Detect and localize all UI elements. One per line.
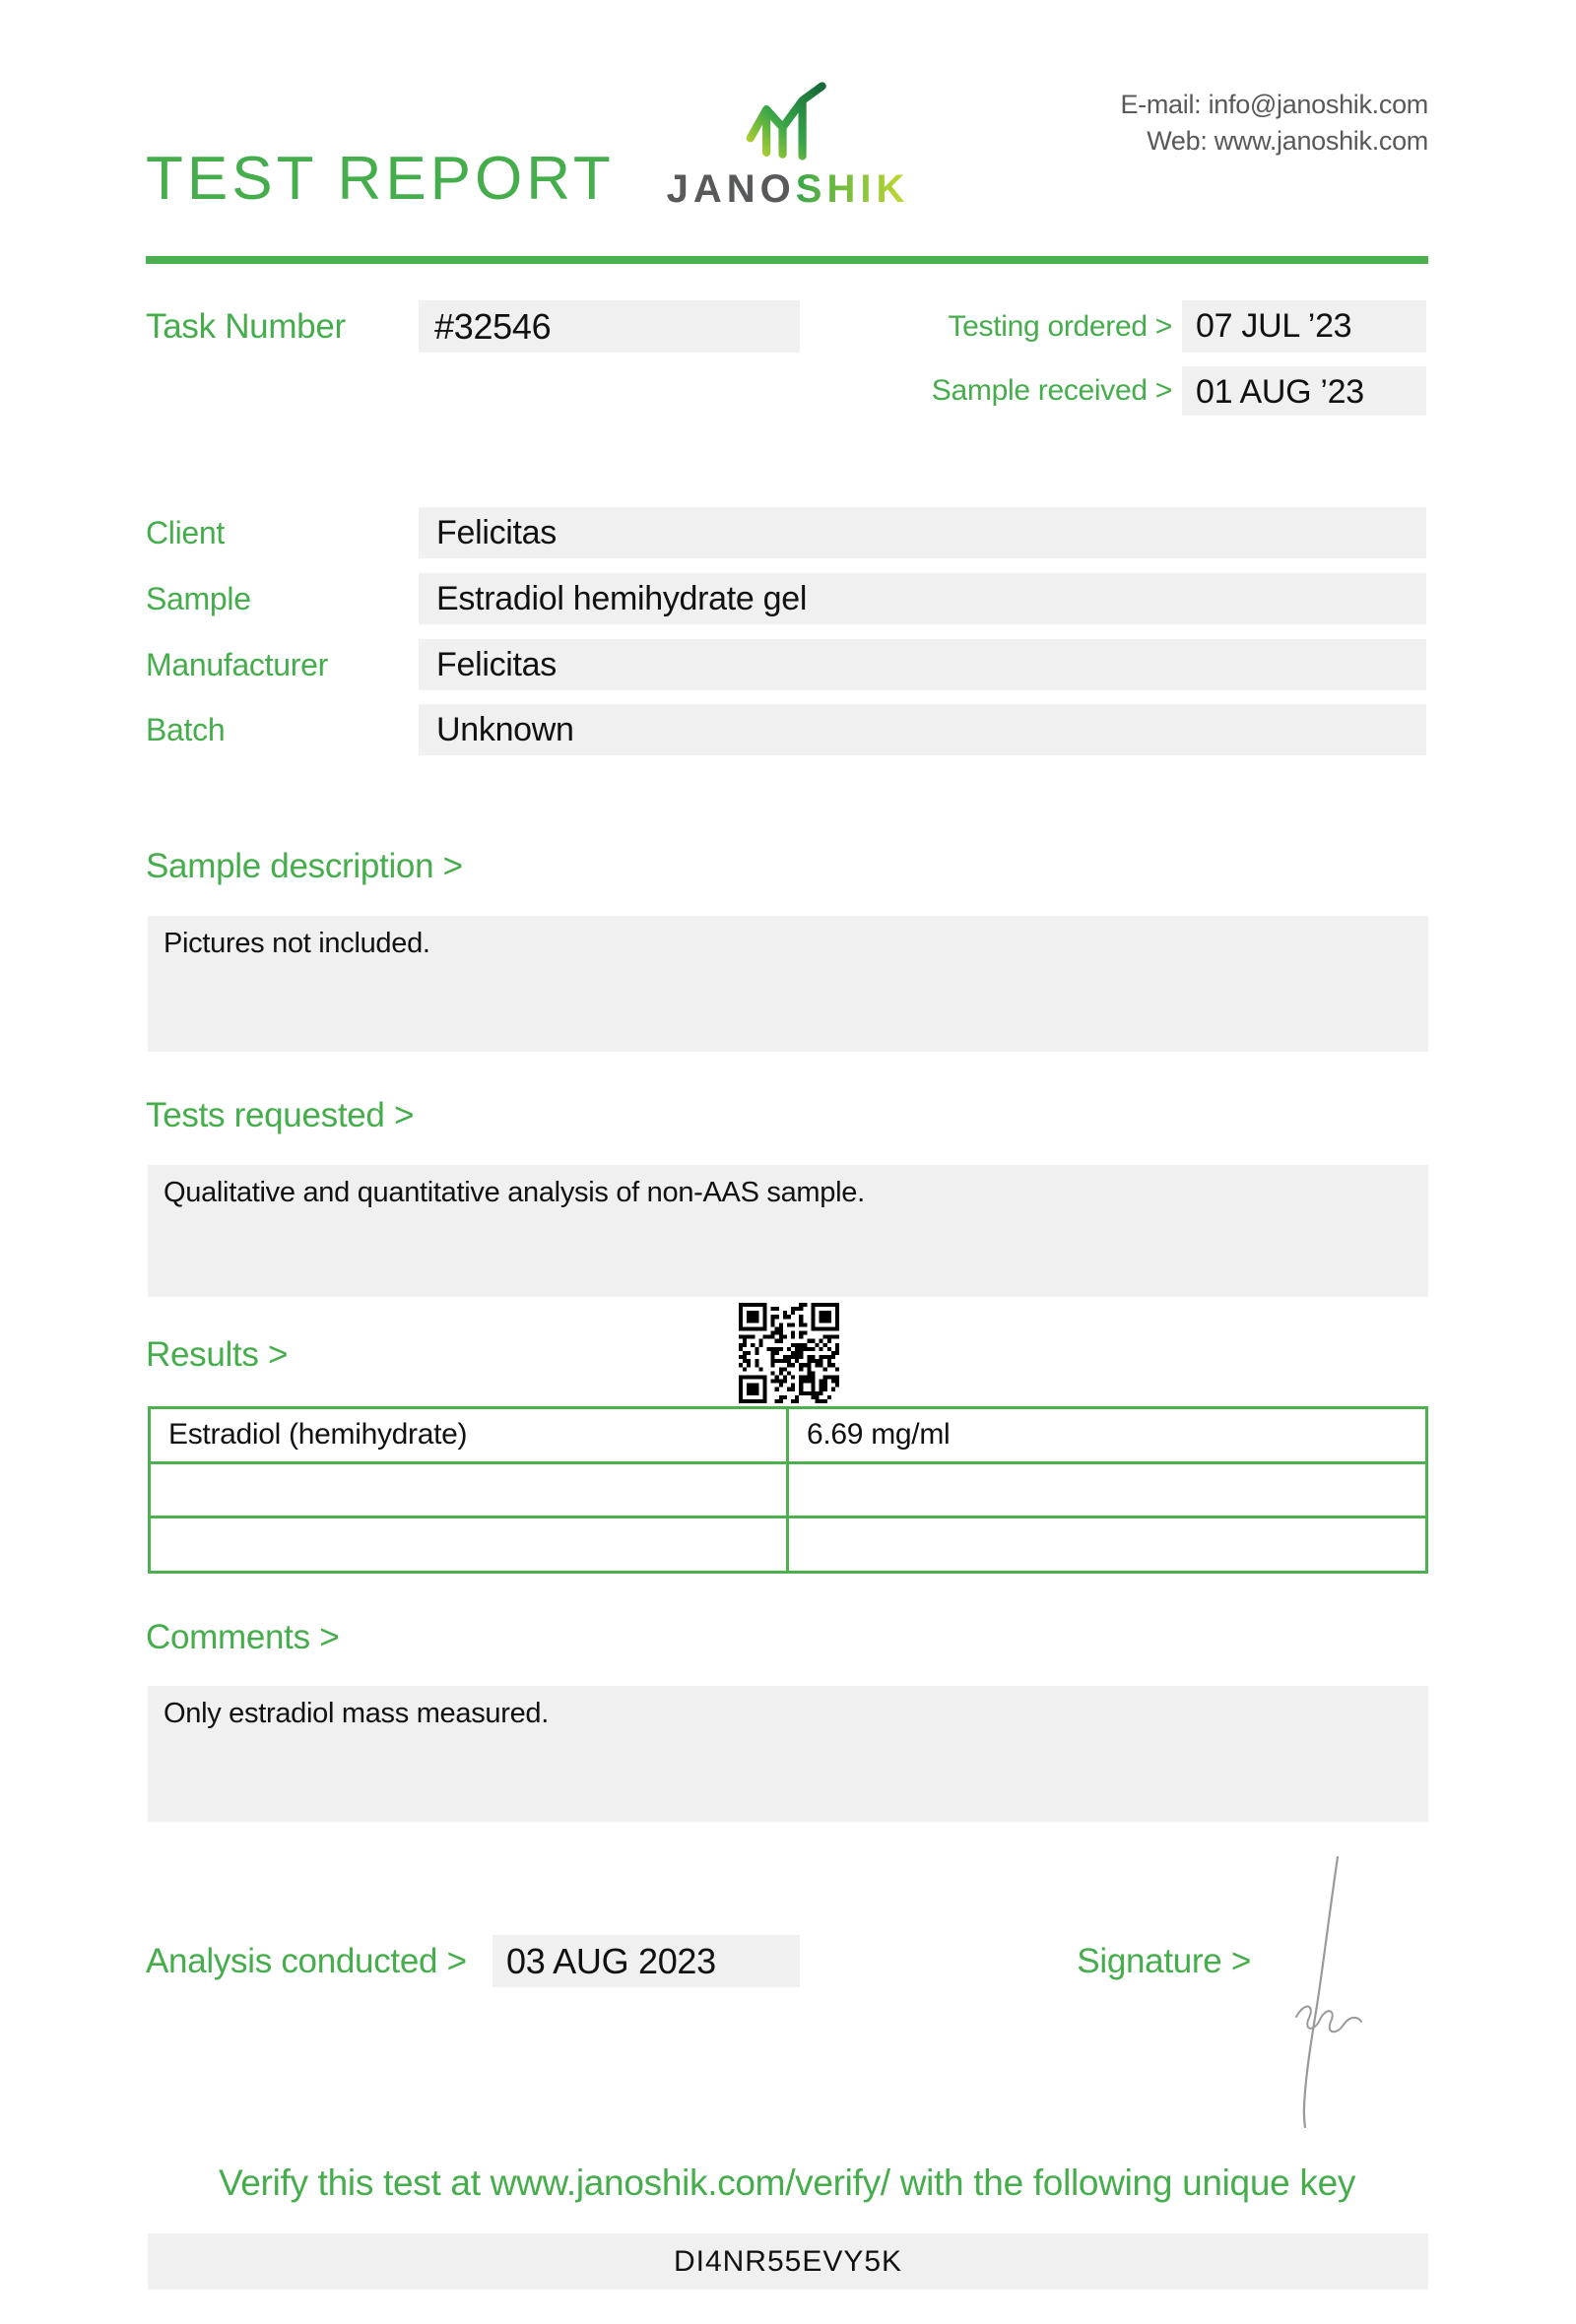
sample-received-value: 01 AUG ’23	[1196, 373, 1364, 411]
contact-email: E-mail: info@janoshik.com	[1120, 90, 1428, 119]
result-empty-cell	[151, 1518, 786, 1571]
client-label: Client	[146, 515, 226, 550]
verify-key-box	[148, 2233, 1428, 2290]
batch-label: Batch	[146, 712, 226, 747]
verify-key-value: DI4NR55EVY5K	[673, 2245, 903, 2278]
qr-code	[739, 1303, 839, 1403]
testing-ordered-value: 07 JUL ’23	[1196, 307, 1352, 345]
chart-arrow-icon	[734, 81, 842, 161]
result-empty-cell	[789, 1464, 1425, 1517]
sample-received-field	[1182, 366, 1426, 416]
contact-block	[886, 87, 1428, 160]
sample-description-box	[148, 916, 1428, 1052]
result-empty-cell	[789, 1518, 1425, 1571]
client-value: Felicitas	[436, 514, 557, 551]
testing-ordered-field	[1182, 300, 1426, 353]
sample-value: Estradiol hemihydrate gel	[436, 580, 808, 617]
batch-field	[419, 704, 1426, 755]
comments-text: Only estradiol mass measured.	[164, 1698, 550, 1729]
testing-ordered-label: Testing ordered >	[948, 310, 1172, 343]
signature-image	[1261, 1849, 1399, 2135]
tests-requested-text: Qualitative and quantitative analysis of non-AAS sample.	[164, 1177, 865, 1208]
manufacturer-value: Felicitas	[436, 646, 557, 683]
sample-received-label: Sample received >	[931, 374, 1172, 407]
client-field	[419, 507, 1426, 558]
brand-name-secondary: SHIK	[795, 167, 910, 211]
contact-web: Web: www.janoshik.com	[1147, 126, 1428, 156]
manufacturer-field	[419, 639, 1426, 690]
brand-name	[640, 167, 936, 212]
sample-label: Sample	[146, 581, 251, 616]
sample-description-heading: Sample description >	[146, 847, 463, 885]
comments-box	[148, 1686, 1428, 1822]
task-number-field	[419, 300, 800, 353]
result-empty-cell	[151, 1464, 786, 1517]
analysis-date-value: 03 AUG 2023	[506, 1941, 716, 1981]
signature-label: Signature >	[1077, 1942, 1251, 1980]
analysis-conducted-label: Analysis conducted >	[146, 1942, 467, 1980]
manufacturer-label: Manufacturer	[146, 647, 328, 682]
page-title: TEST REPORT	[146, 145, 615, 213]
task-number-label: Task Number	[146, 307, 346, 346]
header-divider	[146, 256, 1428, 264]
task-number-value: #32546	[434, 306, 552, 347]
result-value-cell: 6.69 mg/ml	[789, 1409, 1425, 1461]
result-analyte-cell: Estradiol (hemihydrate)	[151, 1409, 786, 1461]
results-heading: Results >	[146, 1335, 289, 1374]
tests-requested-box	[148, 1165, 1428, 1297]
tests-requested-heading: Tests requested >	[146, 1096, 415, 1134]
sample-description-text: Pictures not included.	[164, 928, 430, 959]
analysis-date-field	[492, 1935, 800, 1987]
verify-instruction: Verify this test at www.janoshik.com/verify/ with the following unique key	[218, 2163, 1356, 2203]
comments-heading: Comments >	[146, 1618, 340, 1656]
sample-field	[419, 573, 1426, 624]
brand-name-primary: JANO	[666, 167, 796, 211]
results-table	[148, 1406, 1428, 1574]
batch-value: Unknown	[436, 711, 574, 748]
